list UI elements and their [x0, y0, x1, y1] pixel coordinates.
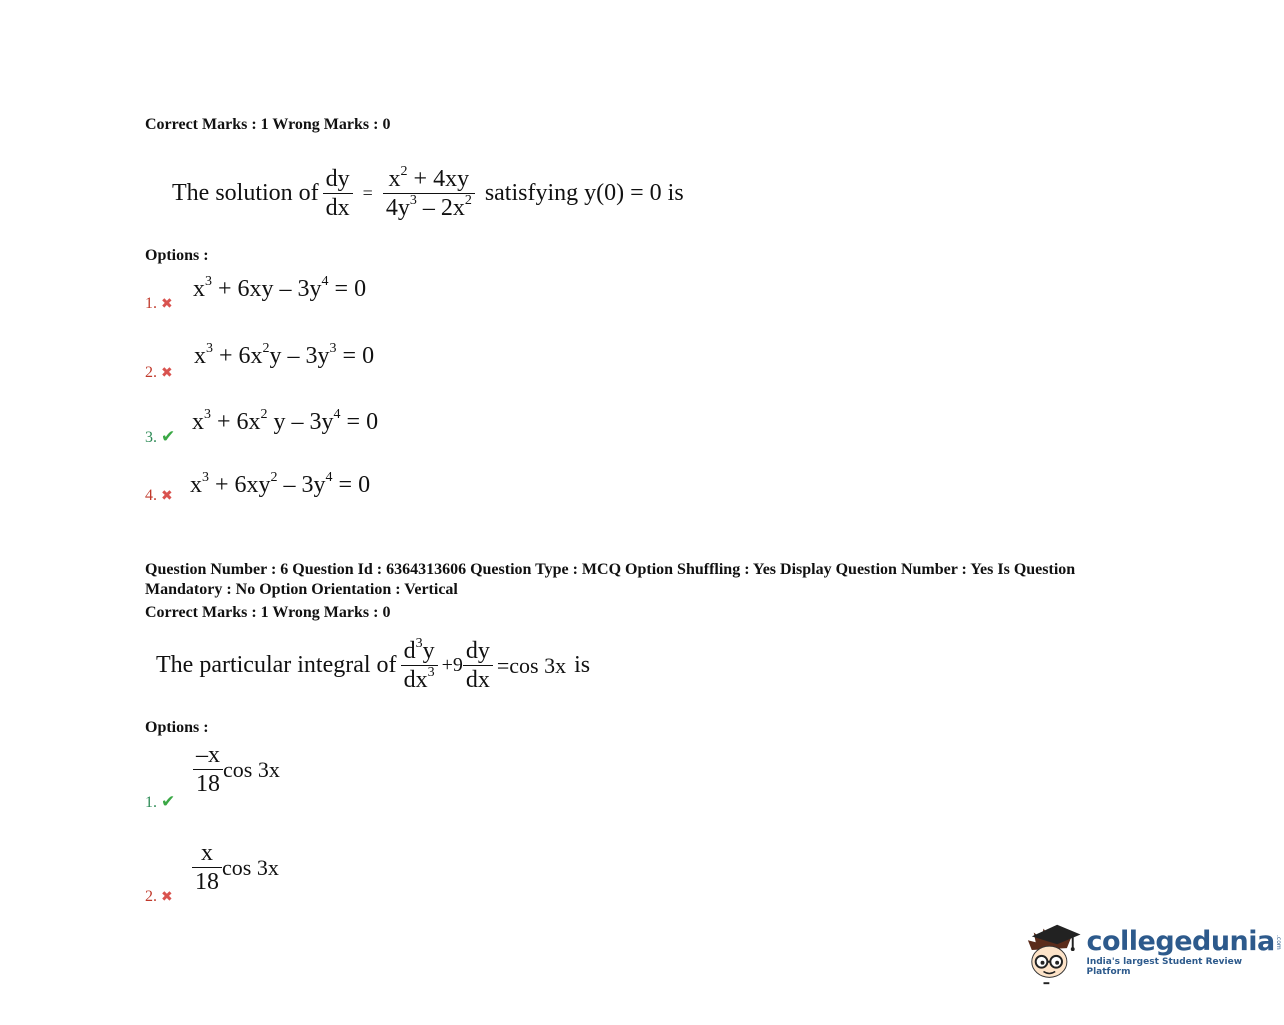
q6-option-1-label: 1. ✔	[145, 792, 176, 811]
q6-term-2-fraction: $\frac{dy}{dx}$	[463, 638, 493, 693]
collegedunia-logo	[1024, 918, 1284, 986]
q5-option-4-label: 4. ✖	[145, 487, 173, 504]
check-icon: ✔	[161, 792, 176, 811]
cross-icon: ✖	[161, 297, 173, 312]
q5-option-4: $x^3 + 6xy^2 - 3y^4 = 0$	[190, 470, 371, 498]
q6-term-1-fraction: $\frac{d^3y}{dx^3}$	[401, 638, 438, 693]
q5-rhs-fraction: $\frac{x^2 + 4xy}{4y^3 - 2x^2}$	[383, 166, 475, 221]
q6-marks: Correct Marks : 1 Wrong Marks : 0	[145, 604, 391, 621]
q5-option-3: $x^3 + 6x^2$ $y - 3y^4 = 0$	[192, 407, 379, 435]
q5-options-label: Options :	[145, 247, 209, 264]
q5-marks: Correct Marks : 1 Wrong Marks : 0	[145, 116, 391, 133]
check-icon: ✔	[161, 427, 176, 446]
q5-question-stem: The solution of $\frac{dy}{dx}$ = $\frac{x^2 + 4xy}{4y^3 - 2x^2}$ satisfying y(0) = 0 is	[172, 164, 684, 221]
mascot-icon	[1024, 918, 1082, 986]
cross-icon: ✖	[161, 366, 173, 381]
logo-wordmark: collegedunia	[1086, 926, 1275, 957]
q5-option-2: $x^3 + 6x^2y - 3y^3 = 0$	[194, 341, 375, 369]
q5-option-1-label: 1. ✖	[145, 295, 173, 312]
q6-options-label: Options :	[145, 719, 209, 736]
q6-header-line-1: Question Number : 6 Question Id : 6364313606 Question Type : MCQ Option Shuffling : Yes Display Question Number : Yes Is Question	[145, 561, 1076, 578]
q5-lhs-fraction: $\frac{dy}{dx}$	[323, 166, 353, 221]
q6-question-stem: The particular integral of $\frac{d^3y}{dx^3}$ +9 $\frac{dy}{dx}$ =cos 3x is	[156, 636, 591, 693]
q6-option-1: $\frac{-x}{18}$ cos 3x	[193, 742, 280, 797]
cross-icon: ✖	[161, 890, 173, 905]
q5-option-1: $x^3 + 6xy - 3y^4 = 0$	[193, 274, 367, 302]
q6-stem-prefix: The particular integral of	[156, 652, 397, 678]
q5-stem-prefix: The solution of	[172, 180, 319, 206]
q5-option-2-label: 2. ✖	[145, 364, 173, 381]
cross-icon: ✖	[161, 489, 173, 504]
logo-tagline: India's largest Student Review Platform	[1086, 957, 1243, 977]
logo-com: .com	[1274, 935, 1282, 950]
q5-option-3-label: 3. ✔	[145, 427, 176, 446]
q6-option-2: $\frac{x}{18}$ cos 3x	[192, 840, 279, 895]
q6-header-line-2: Mandatory : No Option Orientation : Vertical	[145, 581, 458, 598]
q5-stem-suffix: satisfying y(0) = 0 is	[484, 180, 684, 206]
q6-option-2-label: 2. ✖	[145, 888, 173, 905]
